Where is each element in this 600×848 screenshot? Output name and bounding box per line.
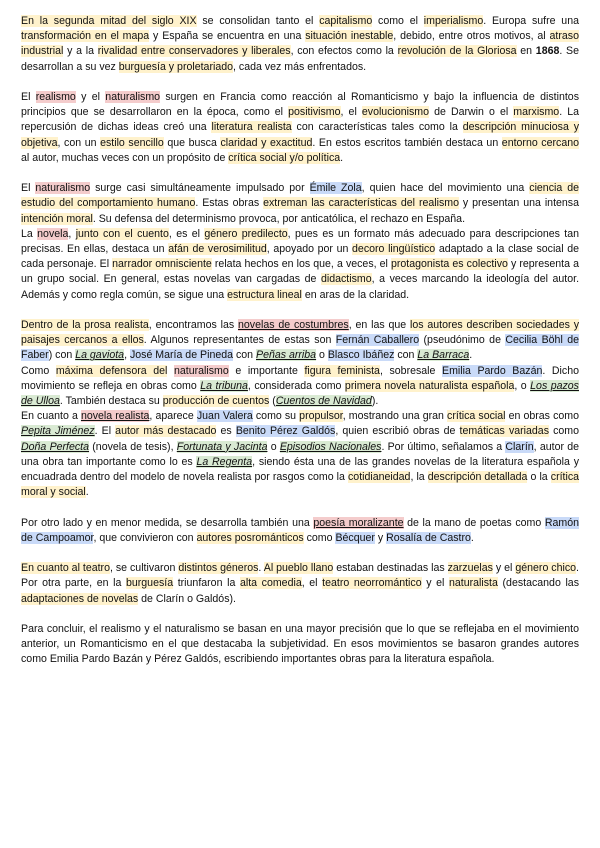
paragraph	[21, 409, 579, 500]
highlight-key-idea: protagonista es colectivo	[390, 258, 508, 271]
text-segment: Como	[21, 364, 56, 377]
highlight-key-idea: crítica moral y social	[21, 471, 580, 499]
text-segment: en aras de la claridad.	[301, 288, 410, 301]
text-segment: con	[394, 349, 418, 362]
text-segment: 1868	[535, 45, 560, 58]
text-segment: con	[233, 349, 256, 362]
highlight-key-idea: transformación en el mapa	[21, 30, 150, 43]
text-segment	[167, 365, 174, 377]
text-segment: , considerada como	[247, 379, 345, 392]
text-segment: ) con	[48, 349, 76, 362]
paragraph	[21, 181, 579, 227]
highlight-key-idea: intención moral	[21, 212, 93, 225]
highlight-key-idea: teatro neorromántico	[322, 577, 422, 590]
paragraph	[21, 622, 579, 668]
highlight-key-idea: claridad y exactitud	[220, 136, 313, 149]
highlight-key-idea: Al pueblo llano	[263, 562, 334, 575]
text-segment: , sobresale	[379, 364, 443, 377]
text-segment: , la	[410, 471, 428, 484]
text-segment: .	[469, 349, 473, 362]
highlight-key-idea: crítica social y/o política	[228, 151, 341, 164]
paragraph	[21, 14, 579, 75]
highlight-work-title: La tribuna	[200, 379, 248, 392]
highlight-key-idea: alta comedia	[239, 577, 302, 590]
text-segment: , el	[340, 106, 362, 119]
highlight-concept: naturalismo	[105, 91, 161, 103]
highlight-key-idea: género predilecto	[204, 227, 288, 240]
text-segment: y	[374, 531, 387, 544]
text-segment: El	[21, 91, 36, 103]
highlight-author: José María de Pineda	[129, 349, 234, 362]
text-segment: Por otro lado y en menor medida, se desarrolla también una	[21, 516, 314, 529]
highlight-key-idea: extreman las características del realismo	[263, 197, 459, 210]
text-segment: y representa a un grupo social. En general, estas novelas van cargadas de	[21, 258, 579, 286]
text-segment: ,	[124, 349, 130, 362]
highlight-key-idea: cotidianeidad	[348, 471, 411, 484]
highlight-author: Clarín	[505, 440, 534, 453]
text-segment: de la mano de poetas como	[403, 516, 545, 529]
text-segment: que busca	[163, 136, 221, 149]
text-segment: , encontramos las	[148, 319, 239, 332]
text-segment: (novela de tesis),	[89, 440, 177, 453]
text-segment: como el	[372, 15, 424, 27]
highlight-key-idea: burguesía	[125, 577, 174, 590]
text-segment: . Por último, señalamos a	[381, 440, 506, 453]
highlight-key-idea: zarzuelas	[447, 562, 493, 575]
highlight-author: Fernán Caballero	[335, 334, 420, 347]
text-segment: en obras como	[505, 410, 579, 423]
highlight-author: Juan Valera	[196, 410, 253, 423]
text-segment: o	[316, 349, 328, 362]
text-segment: . Europa sufre una	[483, 15, 579, 27]
highlight-key-idea: entorno cercano	[501, 136, 579, 149]
text-segment: .	[470, 531, 474, 544]
text-segment: , aparece	[149, 410, 197, 423]
text-segment: o la	[527, 471, 551, 484]
highlight-author: Cecilia Böhl de Faber	[21, 334, 579, 362]
highlight-work-title: Peñas arriba	[256, 349, 317, 362]
text-segment: surge casi simultáneamente impulsado por	[90, 182, 310, 195]
text-segment: se consolidan tanto el	[196, 15, 320, 27]
highlight-author: Émile Zola	[309, 182, 362, 195]
highlight-concept: poesía moralizante	[313, 516, 404, 529]
highlight-author: Rosalía de Castro	[386, 531, 471, 544]
text-segment: . El	[94, 425, 116, 438]
text-segment: (	[269, 395, 276, 408]
highlight-key-idea: capitalismo	[319, 15, 373, 27]
text-segment: , quien hace del movimiento una	[361, 182, 530, 195]
highlight-author: Bécquer	[335, 531, 375, 544]
highlight-key-idea: evolucionismo	[361, 106, 430, 119]
text-segment: estaban destinadas las	[333, 562, 448, 575]
highlight-key-idea: imperialismo	[423, 15, 484, 27]
highlight-key-idea: En la segunda mitad del siglo XIX	[21, 15, 197, 27]
highlight-key-idea: distintos géneros	[178, 562, 259, 575]
text-segment: , mostrando una gran	[342, 410, 448, 423]
text-segment: y a la	[63, 45, 98, 58]
highlight-concept: naturalismo	[173, 364, 229, 377]
text-segment: y España se encuentra en una	[149, 30, 306, 43]
highlight-key-idea: ciencia de estudio del comportamiento humano	[21, 182, 579, 210]
highlight-key-idea: crítica social	[447, 410, 506, 423]
highlight-key-idea: rivalidad entre conservadores y liberales	[97, 45, 291, 58]
text-segment: en	[516, 45, 536, 58]
highlight-concept: novela realista	[80, 410, 150, 423]
text-segment: , cada vez más enfrentados.	[233, 60, 367, 73]
paragraph	[21, 318, 579, 364]
text-segment: , quien escribió obras de	[335, 425, 460, 438]
text-segment: . También destaca su	[59, 395, 163, 408]
highlight-concept: realismo	[35, 91, 76, 103]
text-segment: , se cultivaron	[109, 562, 179, 575]
text-segment: , con un	[57, 136, 101, 149]
text-segment: , con efectos como la	[290, 45, 398, 58]
highlight-author: Benito Pérez Galdós	[235, 425, 336, 438]
highlight-key-idea: figura feminista	[304, 364, 380, 377]
text-segment: como su	[252, 410, 300, 423]
highlight-key-idea: producción de cuentos	[162, 395, 270, 408]
text-segment: La	[21, 227, 38, 240]
text-segment: y presentan una intensa	[459, 197, 579, 210]
highlight-key-idea: literatura realista	[211, 121, 292, 134]
text-segment: . Se desarrollan a su vez	[21, 45, 580, 73]
text-segment: relata hechos en los que, a veces, el	[211, 258, 391, 271]
text-segment: , debido, entre otros motivos, al	[393, 30, 550, 43]
text-segment: . Estas obras	[195, 197, 264, 210]
highlight-key-idea: propulsor	[299, 410, 343, 423]
text-segment: o	[267, 440, 280, 453]
paragraph	[21, 561, 579, 607]
text-segment: (pseudónimo de	[419, 334, 506, 347]
highlight-key-idea: En cuanto al teatro	[21, 562, 110, 575]
highlight-key-idea: marxismo	[513, 106, 560, 119]
highlight-author: Ramón de Campoamor	[21, 516, 579, 544]
text-segment: . Dicho movimiento se refleja en obras como	[21, 364, 579, 392]
text-segment: e importante	[228, 364, 305, 377]
highlight-key-idea: afán de verosimilitud	[168, 243, 267, 256]
text-segment: y el	[492, 562, 516, 575]
paragraph	[21, 364, 579, 410]
highlight-concept: novela	[37, 227, 69, 240]
text-segment: y el	[421, 577, 450, 590]
highlight-work-title: La Regenta	[196, 455, 253, 468]
text-segment: como	[549, 425, 580, 438]
highlight-key-idea: máxima defensora del	[55, 364, 168, 377]
highlight-key-idea: primera novela naturalista española	[344, 379, 515, 392]
highlight-author: Blasco Ibáñez	[327, 349, 395, 362]
highlight-key-idea: estilo sencillo	[100, 136, 164, 149]
highlight-work-title: Pepita Jiménez	[21, 425, 95, 438]
text-segment: como	[303, 531, 336, 544]
text-segment: .	[85, 486, 89, 499]
highlight-key-idea: narrador omnisciente	[112, 258, 212, 271]
text-segment: , es el	[168, 227, 205, 240]
highlight-concept: naturalismo	[35, 182, 91, 195]
text-segment: , que convivieron con	[93, 531, 197, 544]
highlight-key-idea: adaptaciones de novelas	[21, 592, 139, 605]
highlight-key-idea: decoro lingüístico	[352, 243, 436, 256]
highlight-key-idea: estructura lineal	[227, 288, 302, 301]
highlight-key-idea: autores posrománticos	[196, 531, 304, 544]
text-segment: de Clarín o Galdós).	[138, 592, 236, 605]
text-segment: surgen en Francia como reacción al Romanticismo y bajo la influencia de distintos principios que se desarrollaron en la época, como el	[21, 91, 579, 119]
highlight-key-idea: Dentro de la prosa realista	[21, 319, 149, 332]
text-segment: , o	[514, 379, 531, 392]
highlight-work-title: Cuentos de Navidad	[275, 395, 372, 408]
highlight-key-idea: positivismo	[288, 106, 341, 119]
text-segment: ,	[68, 227, 76, 240]
text-segment: . En estos escritos también destaca un	[312, 136, 502, 149]
highlight-work-title: Episodios Nacionales	[279, 440, 382, 453]
text-segment: y el	[75, 91, 106, 103]
text-segment: (destacando las	[497, 577, 579, 590]
text-segment: con características tales como la	[291, 121, 463, 134]
text-segment: , autor de una obra tan importante como lo es	[21, 440, 580, 468]
text-segment: . Su defensa del determinismo provoca, por anticatólica, el rechazo en España.	[92, 212, 466, 225]
highlight-concept: novelas de costumbres	[238, 319, 349, 332]
highlight-work-title: Doña Perfecta	[21, 440, 90, 453]
text-segment: . La repercusión de dichas ideas creó una	[21, 106, 580, 134]
text-segment: , siendo ésta una de las grandes novelas de la literatura española y encuadrada dentro del modelo de novela realista por rasgos como la	[21, 455, 579, 484]
highlight-work-title: La gaviota	[75, 349, 125, 362]
highlight-key-idea: los autores describen sociedades y paisajes cercanos a ellos	[21, 319, 580, 347]
text-segment: Para concluir, el realismo y el naturalismo se basan en una mayor precisión que lo que se reflejaba en el movimiento anterior, un Romanticismo en el que destacaba la subjetividad. En esos movimientos se basaron grandes autores como Emilia Pardo Bazán y Pérez Galdós, escribiendo importantes obras para la literatura española.	[21, 623, 579, 666]
highlight-key-idea: burguesía y proletariado	[118, 60, 234, 73]
document-body	[21, 14, 579, 683]
text-segment: . Por otra parte, en la	[21, 562, 579, 590]
text-segment: es	[216, 425, 236, 438]
highlight-key-idea: situación inestable	[305, 30, 394, 43]
highlight-key-idea: didactismo	[320, 273, 372, 286]
text-segment: .	[340, 151, 344, 164]
highlight-work-title: Los pazos de Ulloa	[21, 379, 579, 408]
text-segment: , a veces marcando la ideología del autor. Además y como regla común, se sigue una	[21, 273, 580, 301]
text-segment: al autor, muchas veces con un propósito de	[21, 151, 229, 164]
paragraph	[21, 516, 579, 546]
highlight-key-idea: género chico	[515, 562, 577, 575]
highlight-key-idea: temáticas variadas	[459, 425, 549, 438]
text-segment: .	[258, 562, 264, 575]
text-segment: , pues es un formato más adecuado para descripciones tan precisas. En ellas, destaca un	[21, 227, 580, 256]
highlight-work-title: Fortunata y Jacinta	[176, 440, 268, 453]
highlight-key-idea: atraso industrial	[21, 30, 579, 58]
highlight-key-idea: descripción minuciosa y objetiva	[21, 121, 579, 149]
paragraph	[21, 90, 579, 166]
highlight-key-idea: revolución de la Gloriosa	[397, 45, 517, 58]
text-segment: de Darwin o el	[429, 106, 514, 119]
highlight-key-idea: naturalista	[449, 577, 498, 590]
text-segment: El	[21, 182, 36, 195]
text-segment: , apoyado por un	[266, 243, 353, 256]
text-segment: triunfaron la	[173, 577, 240, 590]
text-segment: , en las que	[348, 319, 410, 332]
text-segment: . Algunos representantes de estas son	[143, 334, 336, 347]
text-segment: ).	[371, 395, 379, 408]
highlight-work-title: La Barraca	[417, 349, 470, 362]
highlight-author: Emilia Pardo Bazán	[442, 364, 543, 377]
highlight-key-idea: junto con el cuento	[75, 227, 169, 240]
paragraph	[21, 227, 579, 303]
text-segment: adaptado a la clase social de cada personaje. El	[21, 243, 579, 271]
text-segment: En cuanto a	[21, 410, 81, 423]
text-segment: , el	[301, 577, 323, 590]
highlight-key-idea: autor más destacado	[115, 425, 217, 438]
highlight-key-idea: descripción detallada	[427, 471, 528, 484]
